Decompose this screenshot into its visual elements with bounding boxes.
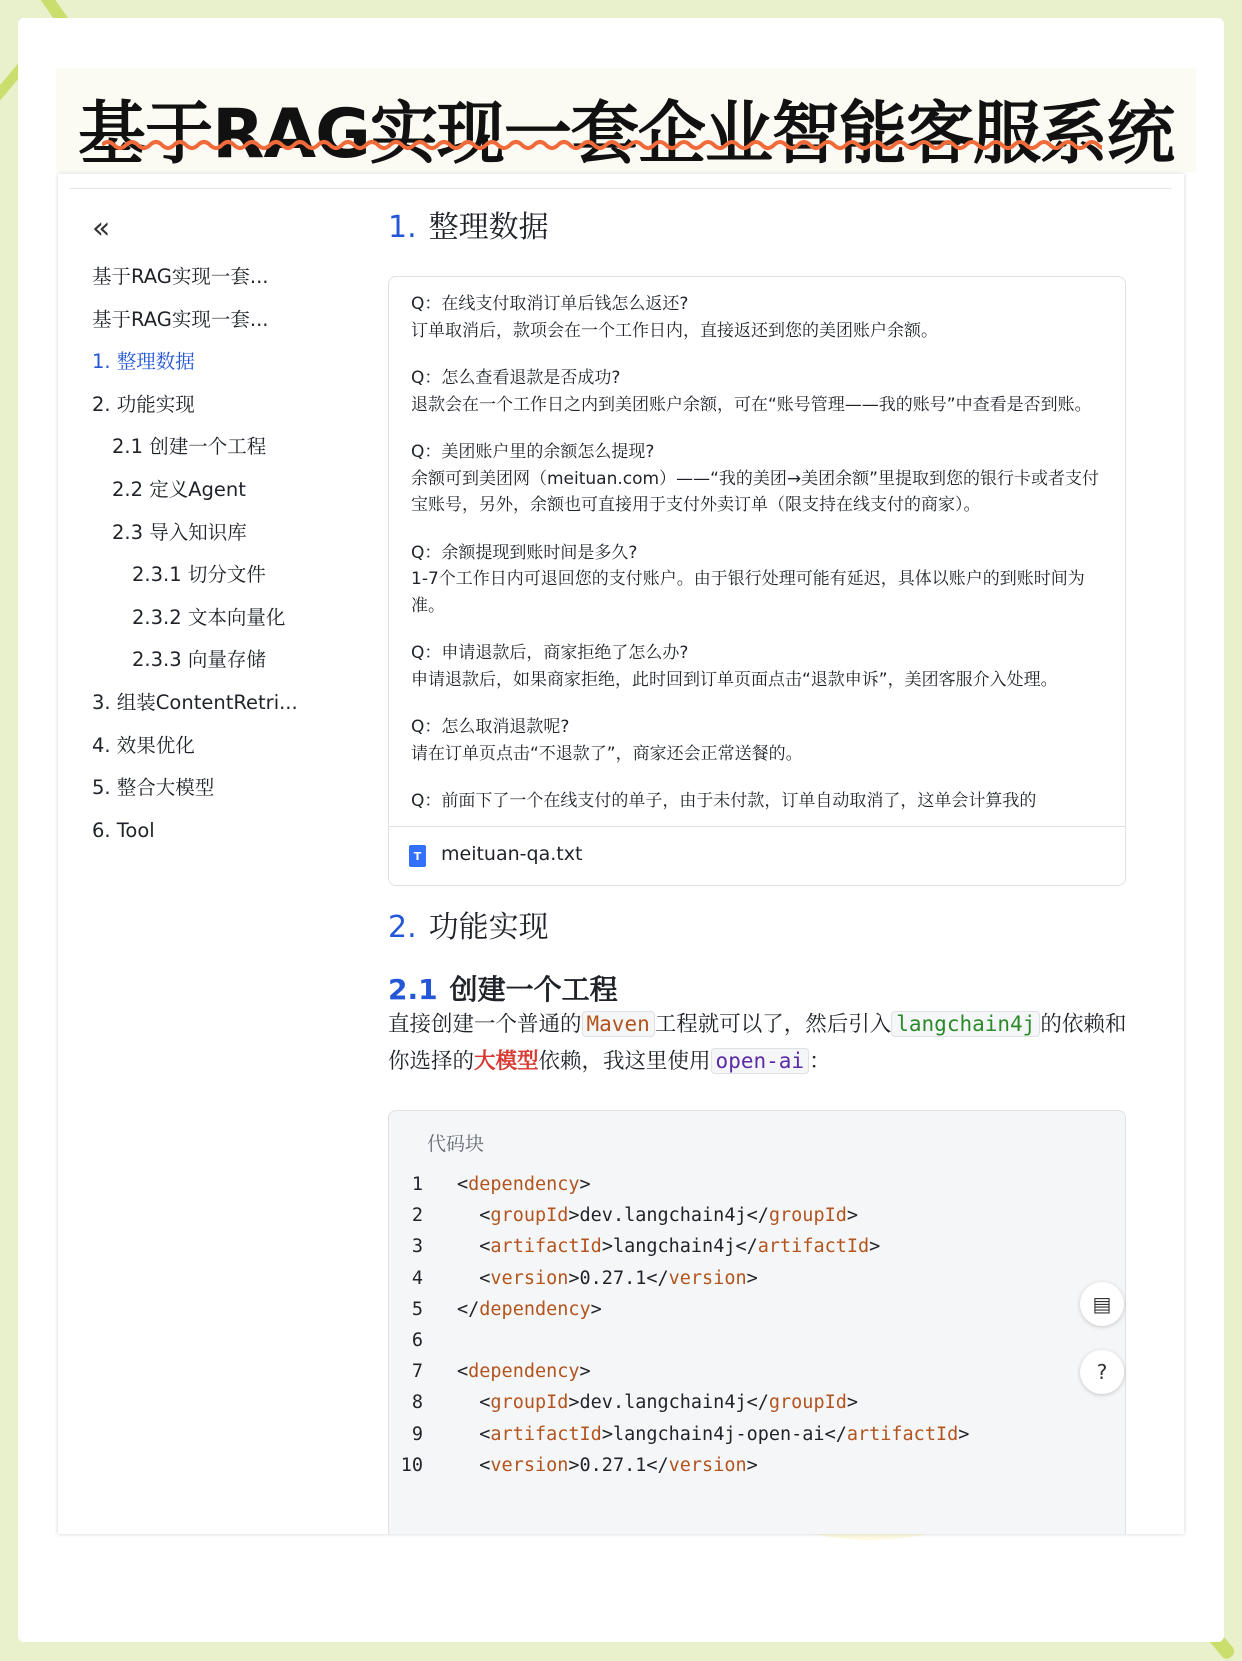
xml-tag: version bbox=[668, 1267, 747, 1289]
text-run: 直接创建一个普通的 bbox=[388, 1012, 582, 1037]
code-line: 1 <dependency> bbox=[389, 1169, 1125, 1200]
question-text: Q：美团账户里的余额怎么提现? bbox=[411, 442, 655, 462]
inline-code: open-ai bbox=[711, 1048, 810, 1074]
line-number: 8 bbox=[411, 1392, 423, 1414]
code-block-label: 代码块 bbox=[427, 1133, 485, 1155]
code-lines bbox=[389, 1169, 1125, 1481]
qa-entry bbox=[411, 365, 1101, 418]
code-line: 10 <version>0.27.1</version> bbox=[389, 1450, 1125, 1481]
code-line: 7 <dependency> bbox=[389, 1356, 1125, 1387]
line-number: 10 bbox=[400, 1454, 423, 1476]
text-file-icon: T bbox=[409, 845, 426, 867]
xml-tag: artifactId bbox=[846, 1423, 959, 1445]
answer-text: 申请退款后，如果商家拒绝，此时回到订单页面点击“退款申诉”，美团客服介入处理。 bbox=[411, 669, 1058, 690]
heading-text: 创建一个工程 bbox=[449, 973, 618, 1006]
qa-entry bbox=[411, 291, 1101, 344]
toc-item[interactable]: 4. 效果优化 bbox=[92, 733, 195, 757]
banner-title: 基于RAG实现一套企业智能客服系统 bbox=[78, 95, 1174, 174]
heading-number: 2. bbox=[388, 910, 417, 945]
toc-item[interactable]: 基于RAG实现一套... bbox=[92, 307, 269, 331]
answer-text: 请在订单页点击“不退款了”，商家还会正常送餐的。 bbox=[411, 743, 803, 764]
answer-text: 余额可到美团网（meituan.com）——“我的美团→美团余额”里提取到您的银行卡或者支付宝账号，另外，余额也可直接用于支付外卖订单（限支持在线支付的商家）。 bbox=[411, 468, 1099, 515]
heading-number: 1. bbox=[388, 210, 417, 245]
toc-item[interactable]: 2.3.3 向量存储 bbox=[132, 648, 266, 672]
heading-text: 功能实现 bbox=[428, 910, 549, 945]
toc-item[interactable]: 5. 整合大模型 bbox=[92, 776, 215, 800]
xml-tag: groupId bbox=[490, 1205, 569, 1227]
line-number: 3 bbox=[411, 1236, 423, 1258]
file-attachment-bar[interactable] bbox=[389, 826, 1125, 885]
help-icon[interactable]: ? bbox=[1080, 1350, 1124, 1394]
text-run: ： bbox=[809, 1049, 831, 1074]
document-window bbox=[58, 174, 1184, 1534]
section-heading-1 bbox=[388, 202, 549, 246]
xml-tag: groupId bbox=[768, 1205, 847, 1227]
toc-item[interactable]: 2.3.1 切分文件 bbox=[132, 563, 266, 587]
code-line bbox=[389, 1325, 1125, 1356]
code-line: 4 <version>0.27.1</version> bbox=[389, 1263, 1125, 1294]
banner bbox=[56, 68, 1196, 172]
qa-entry bbox=[411, 540, 1101, 620]
xml-tag: dependency bbox=[479, 1298, 591, 1320]
line-number: 6 bbox=[411, 1329, 423, 1351]
qa-entry bbox=[411, 439, 1101, 519]
xml-value: dev.langchain4j bbox=[579, 1205, 747, 1227]
toc-item[interactable]: 2. 功能实现 bbox=[92, 392, 195, 416]
text-run: 的依赖和你选择的 bbox=[388, 1012, 1127, 1074]
code-line: 8 <groupId>dev.langchain4j</groupId> bbox=[389, 1387, 1125, 1418]
xml-tag: groupId bbox=[768, 1392, 847, 1414]
question-text: Q：怎么取消退款呢? bbox=[411, 717, 570, 737]
toc-item[interactable]: 3. 组装ContentRetri... bbox=[92, 690, 298, 714]
code-line: 5 </dependency> bbox=[389, 1294, 1125, 1325]
question-text: Q：前面下了一个在线支付的单子，由于未付款，订单自动取消了，这单会计算我的 bbox=[411, 791, 1037, 811]
qa-entry bbox=[411, 640, 1101, 693]
answer-text: 退款会在一个工作日之内到美团账户余额，可在“账号管理——我的账号”中查看是否到账。 bbox=[411, 394, 1092, 415]
xml-tag: version bbox=[490, 1454, 569, 1476]
toc-item[interactable]: 2.2 定义Agent bbox=[112, 477, 246, 501]
xml-value: langchain4j-open-ai bbox=[612, 1423, 825, 1445]
xml-tag: artifactId bbox=[757, 1236, 870, 1258]
text-run: 工程就可以了，然后引入 bbox=[654, 1012, 892, 1037]
toc-item[interactable]: 6. Tool bbox=[92, 818, 155, 842]
heading-number: 2.1 bbox=[388, 973, 438, 1006]
xml-tag: artifactId bbox=[490, 1236, 602, 1258]
heading-text: 整理数据 bbox=[428, 210, 549, 245]
xml-tag: version bbox=[490, 1267, 569, 1289]
xml-tag: version bbox=[668, 1454, 747, 1476]
document-outline-icon[interactable]: ▤ bbox=[1080, 1282, 1124, 1326]
section-heading-2 bbox=[388, 902, 549, 946]
xml-tag: groupId bbox=[490, 1392, 569, 1414]
xml-tag: dependency bbox=[468, 1361, 580, 1383]
text-run: 依赖，我这里使用 bbox=[538, 1049, 711, 1074]
answer-text: 1-7个工作日内可退回您的支付账户。由于银行处理可能有延迟，具体以账户的到账时间为准。 bbox=[411, 569, 1085, 616]
toc-item[interactable]: 2.1 创建一个工程 bbox=[112, 435, 267, 459]
table-of-contents bbox=[92, 256, 352, 852]
toc-item[interactable]: 基于RAG实现一套... bbox=[92, 265, 269, 288]
qa-entry bbox=[411, 788, 1101, 815]
question-text: Q：怎么查看退款是否成功? bbox=[411, 368, 621, 388]
line-number: 1 bbox=[411, 1174, 423, 1195]
toc-item[interactable]: 1. 整理数据 bbox=[92, 350, 195, 374]
line-number: 7 bbox=[411, 1361, 423, 1383]
question-text: Q：在线支付取消订单后钱怎么返还? bbox=[411, 294, 689, 314]
title-underline-wave bbox=[102, 138, 1102, 152]
xml-tag: dependency bbox=[468, 1174, 580, 1195]
inline-code: langchain4j bbox=[891, 1011, 1040, 1037]
file-preview-card[interactable] bbox=[388, 276, 1126, 886]
code-line: 2 <groupId>dev.langchain4j</groupId> bbox=[389, 1200, 1125, 1231]
question-text: Q：申请退款后，商家拒绝了怎么办? bbox=[411, 643, 689, 663]
line-number: 9 bbox=[411, 1423, 423, 1445]
inline-code: Maven bbox=[582, 1011, 655, 1037]
question-text: Q：余额提现到账时间是多久? bbox=[411, 542, 638, 563]
qa-entry bbox=[411, 714, 1101, 767]
highlighted-text: 大模型 bbox=[474, 1049, 539, 1074]
toc-item[interactable]: 2.3.2 文本向量化 bbox=[132, 605, 286, 629]
xml-tag: artifactId bbox=[490, 1423, 602, 1445]
xml-value: 0.27.1 bbox=[579, 1267, 647, 1289]
code-line: 9 <artifactId>langchain4j-open-ai</artifactId> bbox=[389, 1419, 1125, 1450]
xml-value: langchain4j bbox=[612, 1236, 736, 1258]
code-block[interactable] bbox=[388, 1110, 1126, 1534]
code-line: 3 <artifactId>langchain4j</artifactId> bbox=[389, 1231, 1125, 1262]
toc-item[interactable]: 2.3 导入知识库 bbox=[112, 520, 247, 544]
file-name[interactable]: meituan-qa.txt bbox=[441, 843, 583, 865]
file-preview-content bbox=[411, 291, 1101, 819]
xml-value: dev.langchain4j bbox=[579, 1392, 747, 1414]
section-heading-2-1 bbox=[388, 968, 618, 1008]
divider bbox=[70, 188, 1172, 189]
double-chevron-left-icon[interactable]: « bbox=[92, 211, 111, 246]
xml-value: 0.27.1 bbox=[579, 1454, 647, 1476]
body-paragraph bbox=[388, 1006, 1128, 1080]
answer-text: 订单取消后，款项会在一个工作日内，直接返还到您的美团账户余额。 bbox=[411, 320, 938, 341]
line-number: 4 bbox=[411, 1267, 423, 1289]
line-number: 5 bbox=[411, 1298, 423, 1320]
line-number: 2 bbox=[411, 1205, 423, 1227]
